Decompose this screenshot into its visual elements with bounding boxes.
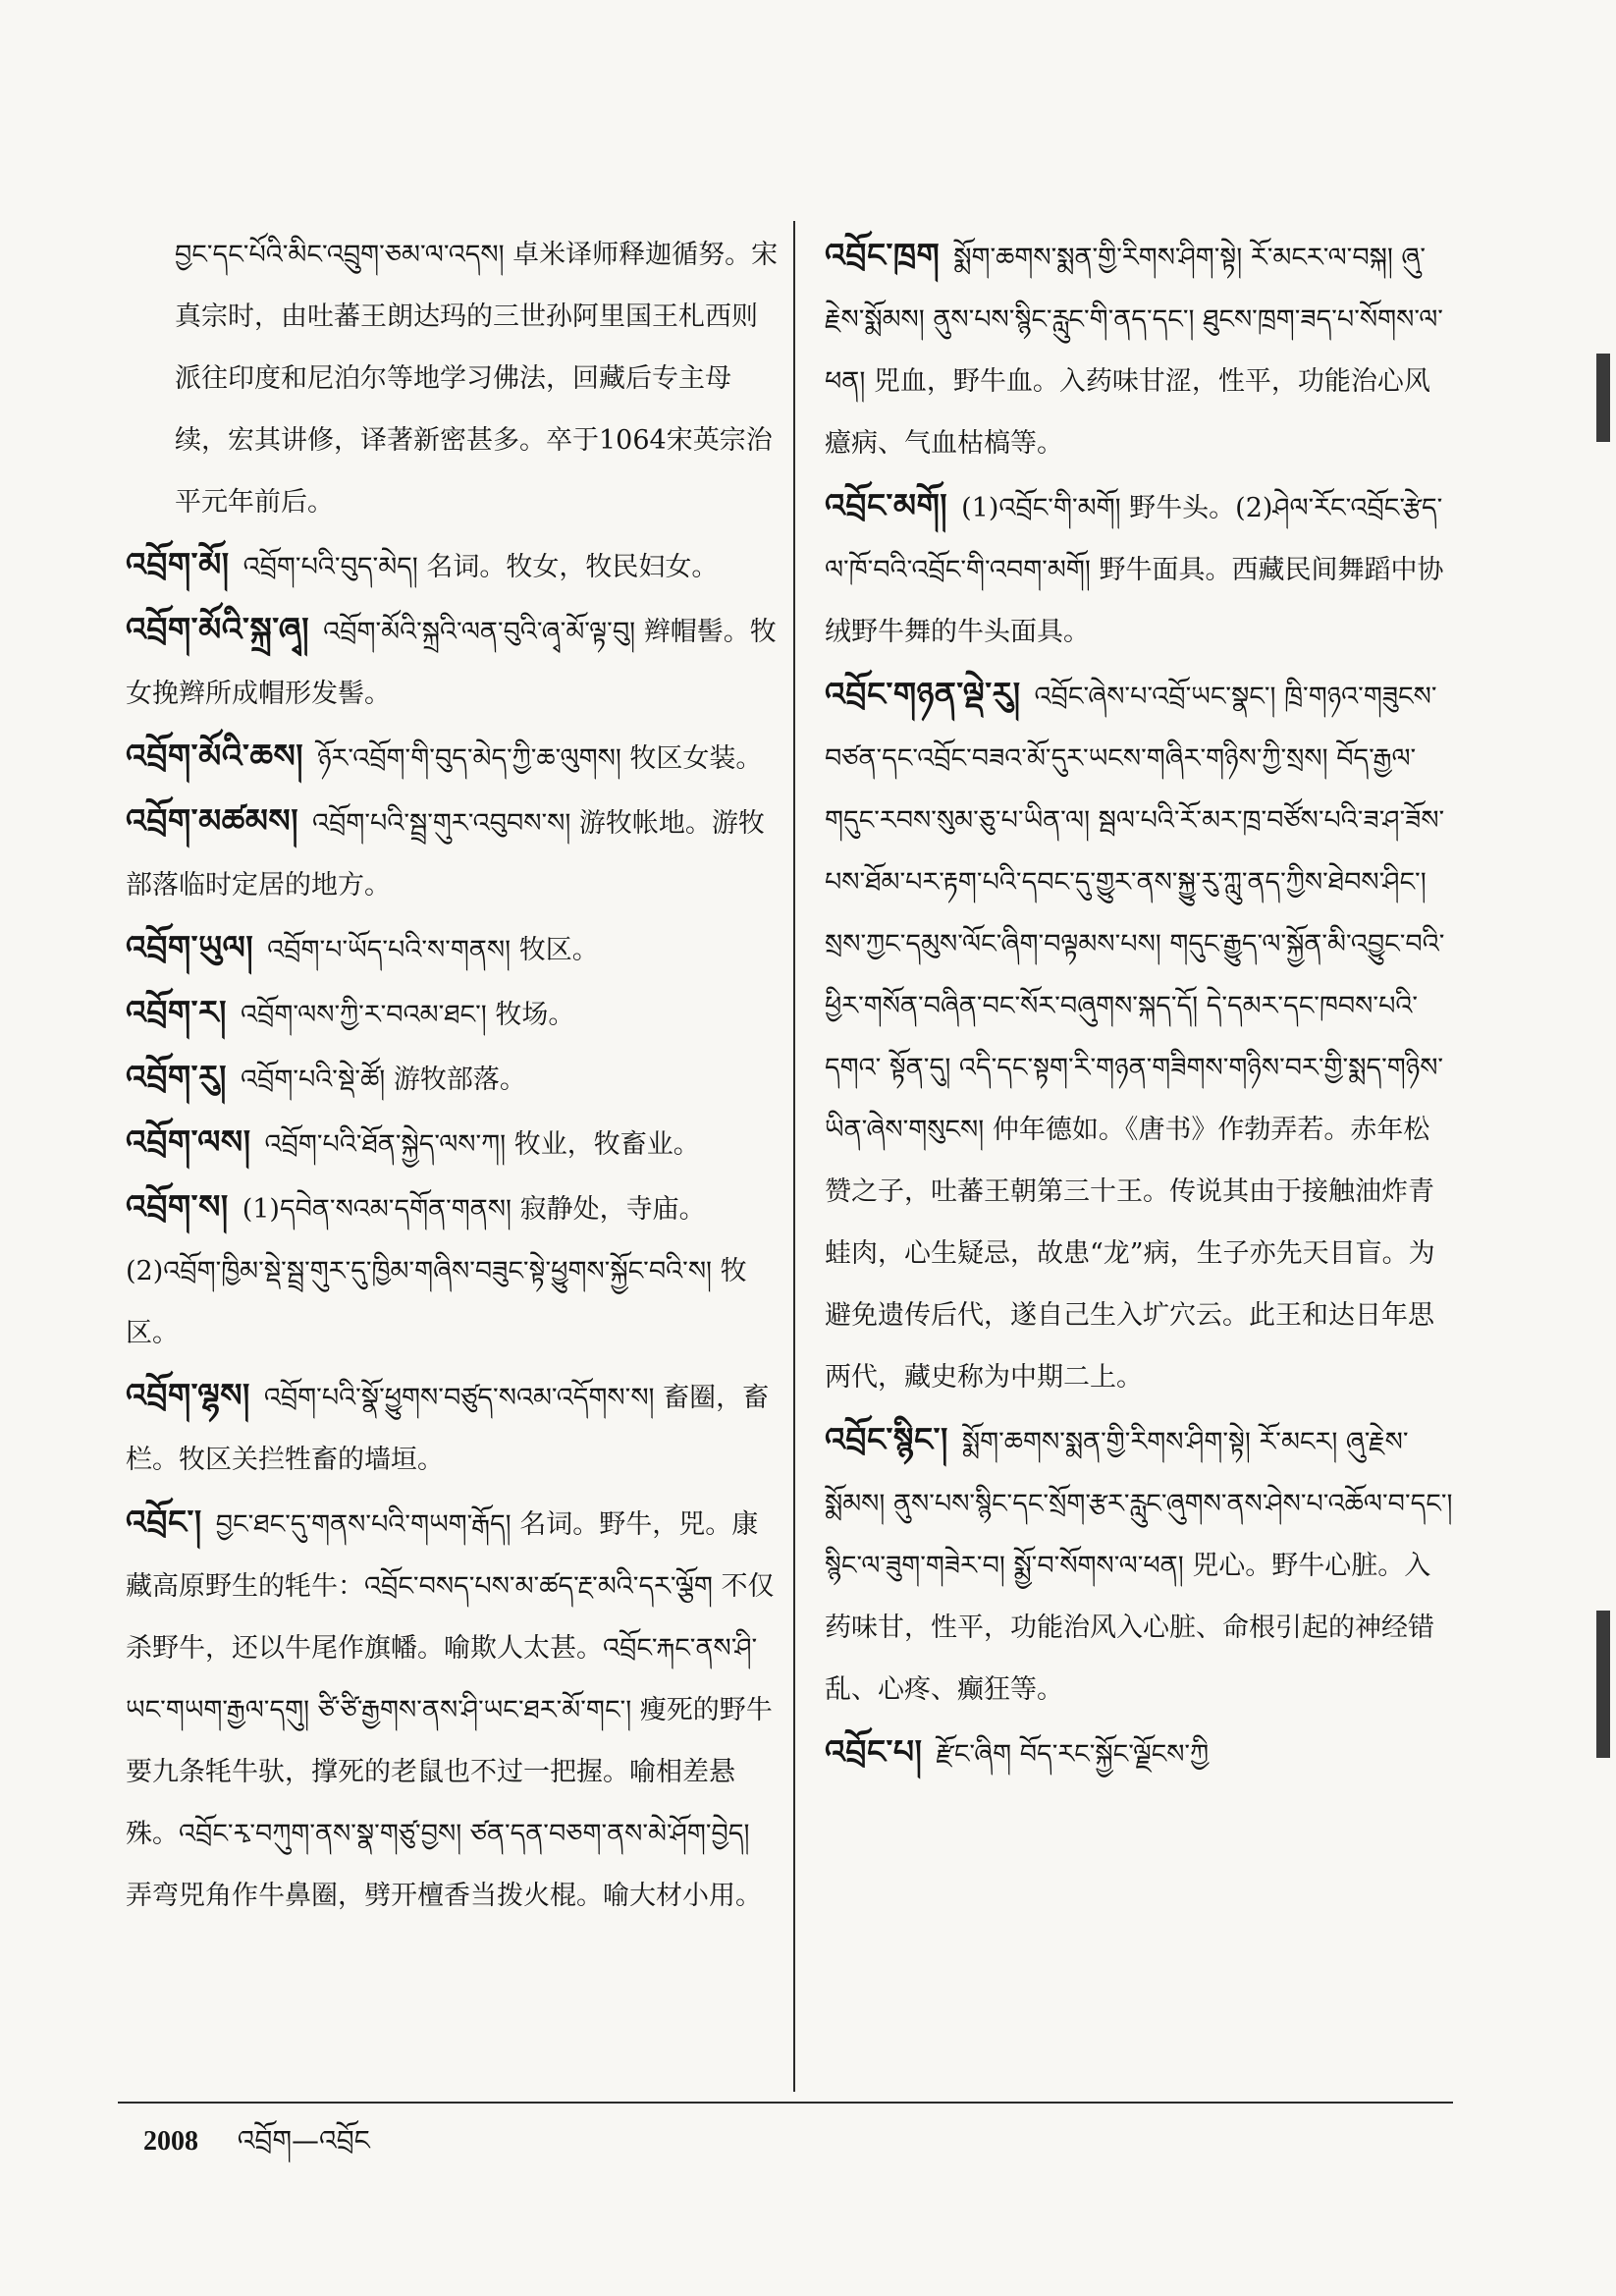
column-divider: [793, 221, 795, 2092]
headword: འབྲོང་གཉན་ལྡེ་རུ།: [825, 675, 1021, 713]
definition-text: འབྲོག་པའི་སྦྲ་གུར་འབུབས་ས། 游牧帐地。游牧部落临时定居的地方。: [126, 808, 765, 901]
entry-15: [825, 1408, 1453, 1721]
headword: འབྲོག་མོའི་སྐྲ་ཞྭ།: [126, 610, 310, 648]
definition-text: འབྲོག་པའི་ཐོན་སྐྱེད་ལས་ཀ། 牧业，牧畜业。: [264, 1129, 700, 1160]
page-footer: [143, 2109, 370, 2187]
entry-5: [126, 916, 781, 981]
headword: འབྲོག་ལྷས།: [126, 1376, 250, 1414]
definition-text: བྱང་དང་པོའི་མིང་འབྲུག་ཅམ་ལ་འདས། 卓米译师释迦循努。宋真宗时，由吐蕃王朗达玛的三世孙阿里国王札西则派往印度和尼泊尔等地学习佛法，回藏后专主母续，宏其讲修，译著新密甚多。卒于1064宋英宗治平元年前后。: [175, 240, 779, 518]
headword: འབྲོག་ལས།: [126, 1122, 251, 1161]
definition-text: ཉོར་འབྲོག་གི་བུད་མེད་ཀྱི་ཆ་ལུགས། 牧区女装。: [317, 743, 763, 774]
entry-3: [126, 725, 781, 790]
headword: འབྲོག་ར།: [126, 993, 227, 1031]
entry-continuation: [126, 224, 781, 533]
entry-2: [126, 598, 781, 725]
right-column: [825, 224, 1453, 1785]
headword: འབྲོང་པ།: [825, 1732, 923, 1771]
headword: འབྲོང་།: [126, 1503, 202, 1541]
headword: འབྲོག་ཡུལ།: [126, 928, 254, 966]
definition-text: འབྲོག་པའི་བུད་མེད། 名词。牧女，牧民妇女。: [242, 552, 719, 582]
scan-edge-mark: [1596, 354, 1610, 442]
definition-text: (1)དབེན་སའམ་དགོན་གནས། 寂静处，寺庙。(2)འབྲོག་ཁྱིམ་སྡེ་སྦྲ་གུར་དུ་ཁྱིམ་གཞིས་བཟུང་སྟེ་ཕྱུགས་སྐྱོང་བའི་ས། 牧区。: [126, 1194, 747, 1348]
definition-text: སྨོག་ཆགས་སྨན་གྱི་རིགས་ཤིག་སྟེ། རོ་མངར་ལ་བསྐ། ཞུ་རྗེས་སྨོམས། ནུས་པས་སྙིང་རླུང་གི་ནད་དང་། ཐུངས་ཁྲག་ཟད་པ་སོགས་ལ་ཕན། 兕血，野牛血。入药味甘涩，性平，功能治心风癔病、气血枯槁等。: [825, 243, 1443, 459]
headword: འབྲོང་ཁྲག: [825, 236, 941, 274]
definition-text: འབྲོག་ལས་ཀྱི་ར་བའམ་ཐང་། 牧场。: [241, 1000, 575, 1030]
entry-12: [825, 224, 1453, 474]
definition-text: བྱང་ཐང་དུ་གནས་པའི་གཡག་རྒོད། 名词。野牛，兕。康藏高原野生的牦牛：འབྲོང་བསད་པས་མ་ཚད་རྔ་མའི་དར་ལྕོག 不仅杀野牛，还以牛尾作旗幡。喻欺人太甚。འབྲོང་རྐང་ནས་ཤི་ཡང་གཡག་རྒྱལ་དགུ། ཙི་ཙི་རྒྱགས་ནས་ཤི་ཡང་ཐར་མོ་གང་། 瘦死的野牛要九条牦牛驮，撑死的老鼠也不过一把握。喻相差悬殊。འབྲོང་རྭ་བཀུག་ནས་སྣ་གཙུ་བྱས། ཙན་དན་བཅག་ནས་མེ་ཤོག་བྱེད། 弄弯兕角作牛鼻圈，劈开檀香当拨火棍。喻大材小用。: [126, 1509, 775, 1911]
definition-text: འབྲོག་མོའི་སྐྲའི་ལན་བུའི་ཞྭ་མོ་ལྟ་བུ། 辫帽髻。牧女挽辫所成帽形发髻。: [126, 617, 777, 709]
page-number: 2008: [143, 2126, 198, 2157]
headword-range: འབྲོག—འབྲོང: [237, 2124, 370, 2157]
definition-text: འབྲོང་ཞེས་པ་འབྲོ་ཡང་སྣང་། ཁྲི་གཉའ་གཟུངས་བཙན་དང་འབྲོང་བཟའ་མོ་དུར་ཡངས་གཞིར་གཉིས་ཀྱི་སྲས། བོད་རྒྱལ་གདུང་རབས་སུམ་ཅུ་པ་ཡིན་ལ། སྦལ་པའི་རོ་མར་ཁྲ་བཙོས་པའི་ཟ་ཤ་ཟོས་པས་ཐོམ་པར་རྟག་པའི་དབང་དུ་གྱུར་ནས་སྐྱུ་རུ་ཀླུ་ནད་ཀྱིས་ཐེབས་ཤིང་། སྲས་ཀྱང་དམུས་ལོང་ཞིག་བལྟམས་པས། གདུང་རྒྱུད་ལ་སྐྱོན་མི་འབྱུང་བའི་ཕྱིར་གསོན་བཞིན་བང་སོར་བཞུགས་སྐད་དོ། དེ་དམར་དང་ཁབས་པའི་དགའ་ སྟོན་དུ། འདི་དང་སྟག་རི་གཉན་གཟིགས་གཉིས་བར་གྱི་སྨད་གཉིས་ཡིན་ཞེས་གསུངས། 仲年德如。《唐书》作勃弄若。赤年松赞之子，吐蕃王朝第三十王。传说其由于接触油炸青蛙肉，心生疑忌，故患“龙”病，生子亦先天目盲。为避免遗传后代，遂自己生入圹穴云。此王和达日年思两代，藏史称为中期二上。: [825, 682, 1445, 1393]
headword: འབྲོག་མོ།: [126, 545, 230, 583]
definition-text: རྫོང་ཞིག བོད་རང་སྐྱོང་ལྗོངས་ཀྱི: [936, 1739, 1210, 1770]
definition-text: འབྲོག་པ་ཡོད་པའི་ས་གནས། 牧区。: [267, 935, 599, 965]
definition-text: འབྲོག་པའི་སྣོ་ཕྱུགས་བཙུད་སའམ་འདོགས་ས། 畜圈，畜栏。牧区关拦牲畜的墙垣。: [126, 1383, 770, 1475]
headword: འབྲོང་མགོ།: [825, 486, 948, 524]
headword: འབྲོག་རུ།: [126, 1058, 227, 1096]
scan-edge-mark: [1596, 1611, 1610, 1758]
definition-text: འབྲོག་པའི་སྡེ་ཚོ། 游牧部落。: [241, 1065, 526, 1095]
headword: འབྲོག་མོའི་ཆས།: [126, 737, 304, 775]
headword: འབྲོག་མཚམས།: [126, 801, 299, 840]
entry-13: [825, 474, 1453, 663]
entry-6: [126, 981, 781, 1046]
entry-14: [825, 663, 1453, 1408]
headword: འབྲོང་སྙིང་།: [825, 1420, 948, 1458]
headword: འབྲོག་ས།: [126, 1187, 229, 1226]
definition-text: སྨོག་ཆགས་སྨན་གྱི་རིགས་ཤིག་སྟེ། རོ་མངར། ཞུ་རྗེས་སྨོམས། ནུས་པས་སྙིང་དང་སྲོག་རྩར་རླུང་ཞུགས་ནས་ཤེས་པ་འཆོལ་བ་དང་། སྙིང་ལ་ཟུག་གཟེར་བ། སྨྱོ་བ་སོགས་ལ་ཕན། 兕心。野牛心脏。入药味甘，性平，功能治风入心脏、命根引起的神经错乱、心疼、癫狂等。: [825, 1427, 1453, 1705]
footer-rule: [118, 2102, 1453, 2104]
entry-11: [126, 1491, 781, 1927]
entry-9: [126, 1175, 781, 1364]
entry-1: [126, 533, 781, 598]
entry-4: [126, 790, 781, 916]
entry-7: [126, 1046, 781, 1111]
entry-16: [825, 1721, 1453, 1785]
left-column: [126, 224, 781, 1927]
definition-text: (1)འབྲོང་གི་མགོ། 野牛头。(2)ཤེལ་རོང་འབྲོང་རྩེད་ལ་ཁོ་བའི་འབྲོང་གི་འབག་མགོ། 野牛面具。西藏民间舞蹈中协绒野牛舞的牛头面具。: [825, 493, 1444, 647]
entry-10: [126, 1364, 781, 1491]
entry-8: [126, 1111, 781, 1175]
